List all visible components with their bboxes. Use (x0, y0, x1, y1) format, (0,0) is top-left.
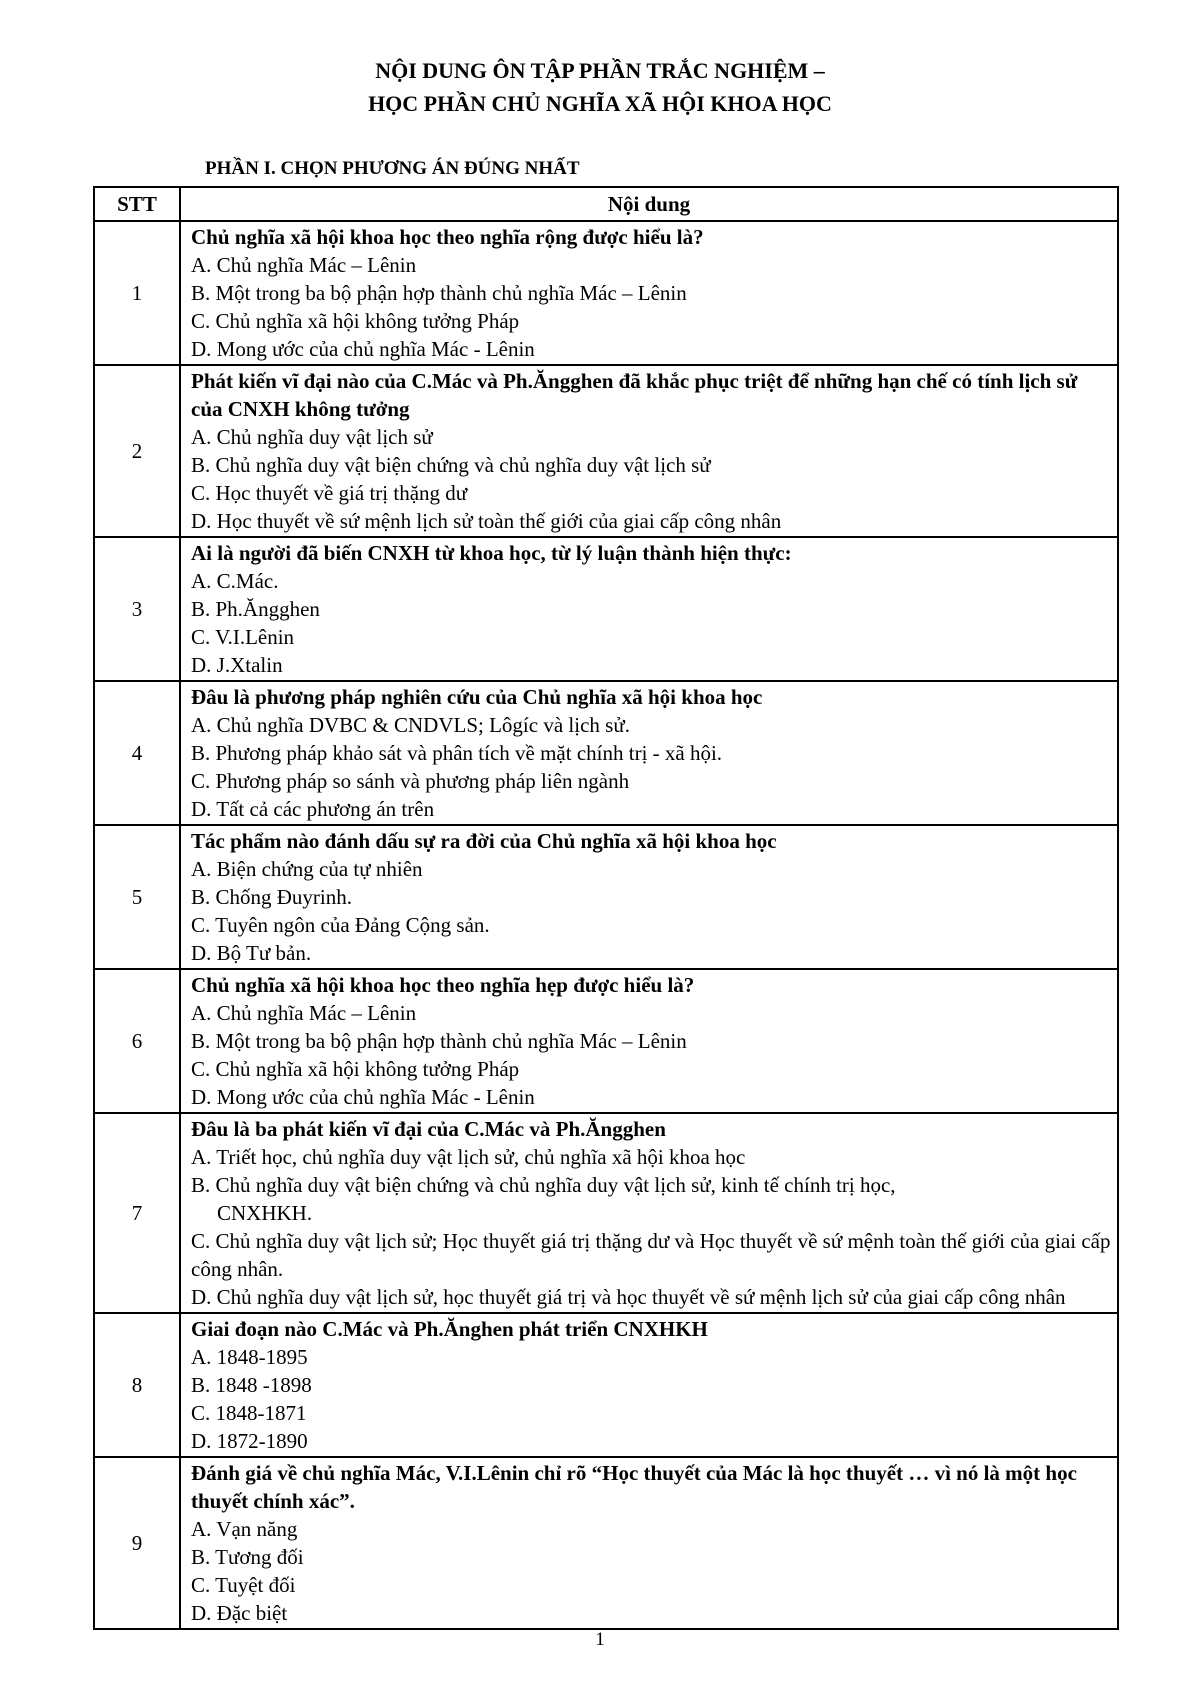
answer-option: A. C.Mác. (191, 569, 279, 593)
question-number: 8 (94, 1313, 180, 1457)
answer-option: A. Triết học, chủ nghĩa duy vật lịch sử, chủ nghĩa xã hội khoa học (191, 1145, 746, 1169)
header-content: Nội dung (180, 187, 1118, 221)
question-number: 4 (94, 681, 180, 825)
answer-option: C. Chủ nghĩa duy vật lịch sử; Học thuyết giá trị thặng dư và Học thuyết về sứ mệnh toàn thế giới của giai cấp công nhân. (191, 1229, 1111, 1281)
answer-option: A. Chủ nghĩa Mác – Lênin (191, 1001, 417, 1025)
answer-option: D. Học thuyết về sứ mệnh lịch sử toàn thế giới của giai cấp công nhân (191, 509, 782, 533)
answer-option: D. Mong ước của chủ nghĩa Mác - Lênin (191, 1085, 535, 1109)
question-text: Đâu là phương pháp nghiên cứu của Chủ nghĩa xã hội khoa học (191, 685, 763, 709)
question-number: 1 (94, 221, 180, 365)
question-content (180, 681, 1118, 825)
question-text: Phát kiến vĩ đại nào của C.Mác và Ph.Ăngghen đã khắc phục triệt để những hạn chế có tính lịch sử của CNXH không tưởng (191, 369, 1078, 421)
table-row (94, 681, 1118, 825)
question-content (180, 969, 1118, 1113)
question-content (180, 365, 1118, 537)
answer-option: A. 1848-1895 (191, 1345, 308, 1369)
answer-option: D. J.Xtalin (191, 653, 283, 677)
question-content (180, 825, 1118, 969)
answer-option: B. 1848 -1898 (191, 1373, 312, 1397)
table-row (94, 1313, 1118, 1457)
answer-option: D. 1872-1890 (191, 1429, 308, 1453)
answer-option: B. Một trong ba bộ phận hợp thành chủ nghĩa Mác – Lênin (191, 281, 687, 305)
question-text: Chủ nghĩa xã hội khoa học theo nghĩa hẹp được hiểu là? (191, 973, 695, 997)
question-text: Chủ nghĩa xã hội khoa học theo nghĩa rộng được hiểu là? (191, 225, 704, 249)
table-row (94, 221, 1118, 365)
section-heading: PHẦN I. CHỌN PHƯƠNG ÁN ĐÚNG NHẤT (205, 158, 580, 179)
document-title-line2: HỌC PHẦN CHỦ NGHĨA XÃ HỘI KHOA HỌC (368, 91, 832, 116)
table-row (94, 537, 1118, 681)
answer-option: B. Chủ nghĩa duy vật biện chứng và chủ nghĩa duy vật lịch sử, kinh tế chính trị học, (191, 1173, 896, 1197)
question-rows (94, 221, 1118, 1629)
question-content (180, 1457, 1118, 1629)
answer-option: C. Tuyệt đối (191, 1573, 296, 1597)
question-text: Đâu là ba phát kiến vĩ đại của C.Mác và Ph.Ăngghen (191, 1117, 666, 1141)
question-text: Đánh giá về chủ nghĩa Mác, V.I.Lênin chỉ rõ “Học thuyết của Mác là học thuyết … vì nó là một học thuyết chính xác”. (191, 1461, 1077, 1513)
question-number: 6 (94, 969, 180, 1113)
answer-option: C. Tuyên ngôn của Đảng Cộng sản. (191, 913, 490, 937)
question-table (93, 186, 1119, 1630)
answer-option: C. Chủ nghĩa xã hội không tưởng Pháp (191, 1057, 520, 1081)
answer-option: C. Phương pháp so sánh và phương pháp liên ngành (191, 769, 630, 793)
question-number: 5 (94, 825, 180, 969)
question-number: 9 (94, 1457, 180, 1629)
question-number: 2 (94, 365, 180, 537)
question-number: 3 (94, 537, 180, 681)
answer-option: D. Chủ nghĩa duy vật lịch sử, học thuyết giá trị và học thuyết về sứ mệnh lịch sử của giai cấp công nhân (191, 1285, 1066, 1309)
header-stt: STT (94, 187, 180, 221)
question-text: Tác phẩm nào đánh dấu sự ra đời của Chủ nghĩa xã hội khoa học (191, 829, 777, 853)
answer-option: C. Chủ nghĩa xã hội không tưởng Pháp (191, 309, 520, 333)
table-header-row (94, 187, 1118, 221)
question-content (180, 537, 1118, 681)
answer-option: D. Bộ Tư bản. (191, 941, 312, 965)
question-content (180, 221, 1118, 365)
table-row (94, 365, 1118, 537)
answer-option: D. Đặc biệt (191, 1601, 288, 1625)
question-number: 7 (94, 1113, 180, 1313)
question-text: Giai đoạn nào C.Mác và Ph.Ănghen phát triển CNXHKH (191, 1317, 708, 1341)
answer-option: A. Vạn năng (191, 1517, 298, 1541)
answer-option: D. Tất cả các phương án trên (191, 797, 435, 821)
answer-option: A. Chủ nghĩa duy vật lịch sử (191, 425, 433, 449)
answer-option: B. Ph.Ăngghen (191, 597, 320, 621)
table-row (94, 825, 1118, 969)
answer-option: A. Biện chứng của tự nhiên (191, 857, 423, 881)
answer-option: C. Học thuyết về giá trị thặng dư (191, 481, 468, 505)
answer-option: D. Mong ước của chủ nghĩa Mác - Lênin (191, 337, 535, 361)
answer-option: CNXHKH. (217, 1201, 313, 1225)
answer-option: C. V.I.Lênin (191, 625, 295, 649)
answer-option: C. 1848-1871 (191, 1401, 307, 1425)
question-content (180, 1113, 1118, 1313)
question-text: Ai là người đã biến CNXH từ khoa học, từ lý luận thành hiện thực: (191, 541, 792, 565)
question-content (180, 1313, 1118, 1457)
answer-option: B. Phương pháp khảo sát và phân tích về mặt chính trị - xã hội. (191, 741, 723, 765)
answer-option: A. Chủ nghĩa DVBC & CNDVLS; Lôgíc và lịch sử. (191, 713, 630, 737)
document-title-line1: NỘI DUNG ÔN TẬP PHẦN TRẮC NGHIỆM – (375, 58, 825, 83)
answer-option: B. Chống Đuyrinh. (191, 885, 353, 909)
answer-option: A. Chủ nghĩa Mác – Lênin (191, 253, 417, 277)
table-row (94, 1457, 1118, 1629)
table-row (94, 1113, 1118, 1313)
answer-option: B. Tương đối (191, 1545, 304, 1569)
answer-option: B. Một trong ba bộ phận hợp thành chủ nghĩa Mác – Lênin (191, 1029, 687, 1053)
table-row (94, 969, 1118, 1113)
page-number: 1 (595, 1629, 605, 1650)
answer-option: B. Chủ nghĩa duy vật biện chứng và chủ nghĩa duy vật lịch sử (191, 453, 711, 477)
